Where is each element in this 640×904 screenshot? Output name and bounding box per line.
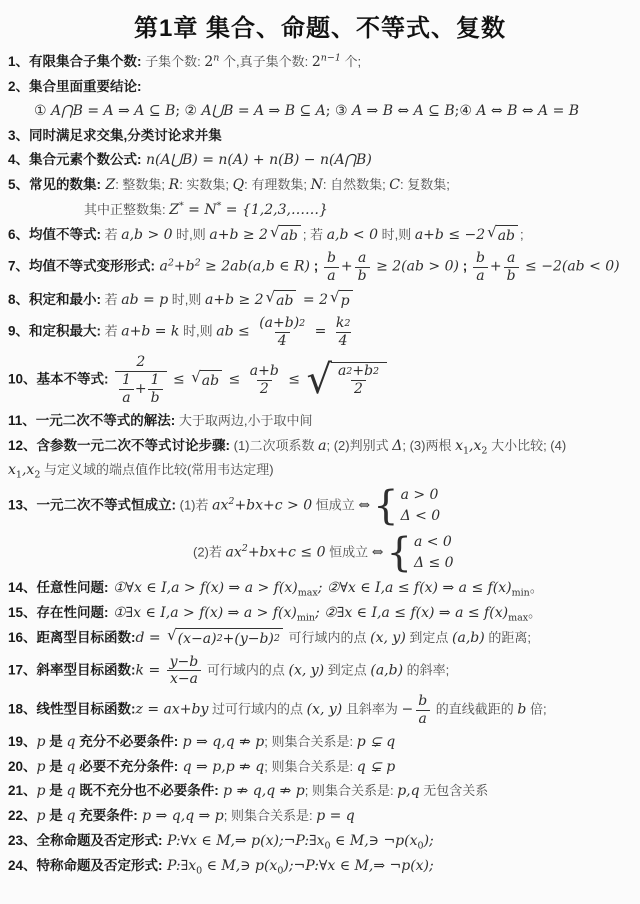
text-segment: ⇔ [358,497,371,514]
text-segment: 16、距离型目标函数: [8,629,136,645]
text-segment: 13、一元二次不等式恒成立: [8,497,177,513]
cases-row [401,506,441,527]
text-segment: 是 [45,783,67,799]
text-segment: 1、有限集合子集个数: [8,54,142,69]
text-segment: : 复数集; [400,177,450,193]
text-segment: ab [201,372,220,389]
text-segment: 其中正整数集: [84,201,170,217]
text-segment: 3、同时满足求交集,分类讨论求并集 [8,127,222,143]
text-segment: 的直线截距的 [432,701,518,717]
text-segment: a+b ≤ −2 [414,226,486,243]
text-segment: ; ②∃x ∈ I,a ≤ f(x) ⇒ a ≤ f(x) [315,605,509,622]
text-segment: 0 [417,840,424,852]
fraction [247,363,282,398]
text-segment: ; 则集合关系是: [264,733,357,749]
text-segment: p = q [316,808,355,825]
text-segment: x [455,437,463,454]
text-segment: ≥ 2ab(a,b ∈ R) [200,259,310,276]
cases-row [414,553,454,574]
text-segment: a [327,268,336,285]
text-segment: ; 则集合关系是: [223,808,317,824]
text-segment: a,b < 0 [326,226,378,243]
text-segment: 。 [528,605,542,621]
text-segment: = [310,324,331,341]
text-segment: +bx+c > 0 [234,497,313,514]
formula-line [8,126,632,146]
text-segment: ≥ 2(ab > 0) [371,259,459,276]
text-segment: 必要不充分条件: [75,758,179,774]
text-segment: ; [458,259,471,275]
text-segment: max [297,587,318,599]
text-segment: 无包含关系 [419,783,489,799]
text-segment: ax [225,544,242,561]
text-segment: P:∀x ∈ M,⇒ p(x);¬P:∃x [162,833,325,850]
text-segment: ; ③ [325,103,352,120]
fraction [473,250,488,285]
text-segment: 4 [277,333,287,350]
formula-line [8,222,632,246]
text-segment: (a+b) [259,315,300,332]
text-segment: (a,b) [452,629,485,646]
text-segment: 时,则 [179,324,217,340]
text-segment: 19、 [8,733,37,749]
text-segment: ab [497,227,516,244]
text-segment: ,x [21,462,35,479]
text-segment: A ⇔ B ⇔ A = B [476,103,580,120]
text-segment: (x−a) [177,630,217,647]
radical-icon: √ [306,357,332,404]
text-segment: 2 [259,381,269,398]
text-segment: (1)二次项系数 [230,437,319,453]
formula-line [8,781,632,801]
fraction: (a+b) 2 4 [259,315,306,350]
text-segment: 2 [136,354,146,371]
text-segment: ∈ M,∋ p(x [202,857,278,874]
text-segment: ; 若 [302,226,327,242]
text-segment: ab = p [121,291,169,308]
text-segment: R [168,177,180,194]
text-segment: : 有理数集; [244,177,311,193]
formula-line [8,250,632,285]
text-segment: 1 [15,470,22,482]
text-segment: A ⇒ B ⇔ A ⊆ B [351,103,455,120]
cases-system [373,483,441,530]
text-segment: : 整数集; [115,177,169,193]
text-segment: 若 [101,291,122,307]
text-segment: 充分不必要条件: [75,733,179,749]
text-segment: a [337,363,347,380]
text-segment: b [506,268,516,285]
formula-line [8,806,632,826]
text-segment: );¬P:∀x ∈ M,⇒ ¬p(x); [283,857,434,874]
formula-line [8,483,632,530]
text-segment: A⋂B = A ⇒ A ⊆ B [51,103,176,120]
text-segment: : 实数集; [179,177,233,193]
sqrt-radical [330,287,353,311]
text-segment: 2 [204,54,214,70]
text-segment: p [340,292,350,309]
text-segment: b [326,250,336,267]
formula-line [8,436,632,456]
sqrt-radical [306,357,387,404]
text-segment: 个; [340,54,362,69]
text-segment: p,q [397,783,420,800]
formula-line [8,101,632,121]
text-segment: 可行域内的点 [284,629,371,645]
formula-line [8,77,632,97]
text-segment: 14、任意性问题: [8,580,109,596]
text-segment: 1 [121,372,131,389]
radical-icon: √ [265,287,276,306]
text-segment: p [36,733,46,750]
text-segment: 1 [463,445,470,457]
text-segment: +b [352,363,374,380]
text-segment: 0 [196,865,203,877]
radical-icon: √ [487,222,497,241]
text-segment: P:∃x [162,857,197,874]
radical-icon: √ [330,287,340,306]
text-segment: 恒成立 [325,544,372,560]
text-segment: 2、集合里面重要结论: [8,78,142,94]
text-segment: 时,则 [168,291,205,307]
text-segment: a,b > 0 [121,226,173,243]
text-segment: p ⇒ q,q ⇒ p [137,808,224,825]
text-segment: d = [135,629,166,646]
text-segment: a < 0 [413,533,452,550]
text-segment: ab ≤ [216,324,255,341]
text-segment: + [134,381,147,398]
text-segment: (1)若 [176,497,213,513]
text-segment: 2 [194,257,201,269]
text-segment: ≤ [224,372,245,389]
text-segment: ab [276,292,294,309]
text-segment: a+b ≥ 2 [205,291,264,308]
formula-line [8,354,632,406]
text-segment: ① [34,103,52,120]
formula-line [8,732,632,752]
text-segment: 24、特称命题及否定形式: [8,857,163,873]
formula-line [8,287,632,311]
text-segment: Z [101,177,116,194]
text-segment: 个,真子集个数: [219,54,312,69]
sqrt-radical [265,287,297,311]
text-segment: 2 [167,257,174,269]
formula-line [8,460,632,480]
text-segment: 是 [45,808,67,824]
text-segment: 且斜率为 [342,701,402,717]
text-segment: 既不充分也不必要条件: [75,783,219,799]
fraction [167,654,202,689]
text-segment: (x, y) [306,701,343,718]
formula-line [8,856,632,876]
text-segment: max [508,612,529,624]
text-segment: 2 [241,542,248,554]
text-segment: Δ [392,437,403,454]
text-segment: 大于取两边,小于取中间 [175,413,313,429]
sqrt-radical [269,222,301,246]
text-segment: a > 0 [400,487,439,504]
text-segment: 17、斜率型目标函数: [8,662,136,678]
text-segment: b [150,390,160,407]
text-segment: y−b [169,653,199,670]
text-segment: 21、 [8,783,37,799]
text-segment: ; 则集合关系是: [304,783,398,799]
fraction [504,250,519,285]
text-segment: +(y−b) [222,630,274,647]
text-segment: n [213,52,220,64]
text-segment: a [122,390,131,407]
chapter-title: 第1章 集合、命题、不等式、复数 [133,15,506,42]
formula-line [8,315,632,350]
text-segment: 23、全称命题及否定形式: [8,833,163,849]
text-segment: ab [280,227,298,244]
text-segment: ; [520,226,524,242]
formula-line [8,529,632,576]
text-segment: p ⊊ q [356,733,396,750]
text-segment: a [476,268,485,285]
text-segment: ≤ [168,372,190,389]
text-segment [109,372,113,388]
text-segment: a [506,250,516,267]
cases-row [414,532,454,553]
text-segment: 若 [101,324,122,340]
text-segment: a+b [249,363,279,380]
text-segment: 是 [45,733,67,749]
text-segment: a+b = k [121,324,180,341]
text-segment: x [8,462,16,479]
text-segment: p ⇒ q,q ⇏ p [178,733,265,750]
text-segment: 4、集合元素个数公式: [8,152,142,168]
text-segment: Δ < 0 [400,508,441,525]
fraction [115,354,167,406]
formula-line [8,578,632,598]
text-segment: x−a [169,671,198,688]
text-segment: 1 [150,372,160,389]
formula-line [8,831,632,851]
text-segment: b [357,268,367,285]
text-segment: Q [232,177,245,194]
fraction [119,372,134,407]
text-segment: ≤ −2(ab < 0) [520,259,620,276]
document-body [8,52,632,876]
brace-icon: { [386,529,412,576]
text-segment: q ⇒ p,p ⇏ q [178,758,265,775]
text-segment: p [36,758,46,775]
formula-line [8,654,632,689]
text-segment: 22、 [8,808,37,824]
text-segment: 可行域内的点 [203,662,289,678]
text-segment: b [418,692,428,709]
text-segment: ①∀x ∈ I,a > f(x) ⇒ a > f(x) [108,580,298,597]
formula-line [8,175,632,195]
text-segment: N [310,177,323,194]
text-segment: (x, y) [288,662,325,679]
text-segment: 11、一元二次不等式的解法: [8,413,176,429]
text-segment: ; 则集合关系是: [264,758,357,774]
text-segment: q ⊊ p [356,758,396,775]
sqrt-radical: √ (x−a) 2 +(y−b) 2 [167,628,283,649]
formula-line [8,603,632,623]
cases-system [386,529,454,576]
text-segment: ⇔ [371,544,384,561]
text-segment: ≤ [283,372,305,389]
formula-line [8,757,632,777]
formula-line [8,693,632,728]
text-segment: a [318,437,327,454]
text-segment: = N [183,201,217,218]
formula-line [8,150,632,170]
text-segment: 过可行域内的点 [208,701,307,717]
text-segment: min [511,587,530,599]
text-segment: ; ② [175,103,202,120]
sqrt-radical [191,367,222,391]
text-segment: b [475,250,485,267]
radical-icon: √ [167,625,177,644]
text-segment: 的斜率; [403,662,450,678]
text-segment: A⋃B = A ⇒ B ⊆ A [201,103,326,120]
text-segment: 若 [101,226,122,242]
text-segment: 恒成立 [312,497,359,513]
text-segment: 2 [354,381,363,398]
text-segment: = 2 [298,291,328,308]
text-segment: 到定点 [324,662,371,678]
text-segment: (a,b) [370,662,404,679]
fraction [148,372,163,407]
text-segment: 2 [228,496,235,508]
text-segment: C [389,177,401,194]
text-segment: 时,则 [377,226,415,242]
text-segment: − [401,701,414,718]
formula-line [8,411,632,431]
text-segment: k [335,315,345,332]
text-segment: (x, y) [370,629,406,646]
text-segment: * [178,200,184,212]
text-segment: ;④ [454,103,477,120]
text-segment: q [66,733,76,750]
text-segment: 0 [277,865,284,877]
radical-icon: √ [269,222,280,241]
text-segment: b [517,701,527,718]
text-segment: q [66,808,76,825]
text-segment: (2)若 [193,544,226,560]
text-segment: * [216,200,222,212]
text-segment: : 自然数集; [322,177,390,193]
brace-icon: { [373,483,399,530]
text-segment: a [357,250,367,267]
text-segment: p ⇏ q,q ⇏ p [218,783,305,800]
text-segment: n−1 [320,52,341,64]
text-segment: + [489,259,502,276]
formula-line [8,625,632,649]
text-segment: 0 [324,840,331,852]
cases-row [401,485,441,506]
text-segment: min [296,612,316,624]
text-segment: 倍; [526,701,547,717]
text-segment: n(A⋃B) = n(A) + n(B) − n(A⋂B) [141,152,372,169]
text-segment: ①∃x ∈ I,a > f(x) ⇒ a > f(x) [108,605,297,622]
text-segment: q [66,758,76,775]
text-segment: p [36,783,46,800]
fraction [355,250,370,285]
formula-line [8,52,632,72]
fraction: k 2 4 [335,315,351,350]
text-segment: 4 [338,333,348,350]
text-segment: 7、均值不等式变形形式: [8,259,156,275]
text-segment: a [155,259,168,276]
text-segment: 5、常见的数集: [8,177,102,193]
text-segment: ; ②∀x ∈ I,a ≤ f(x) ⇒ a ≤ f(x) [317,580,512,597]
text-segment: k = [135,662,165,679]
text-segment: Δ ≤ 0 [413,554,454,571]
text-segment: ; (3)两根 [402,437,456,453]
text-segment: a [418,710,427,727]
text-segment: z = ax+by [135,701,209,718]
text-segment: 9、和定积最大: [8,324,102,340]
text-segment: Z [169,201,179,218]
text-segment: 2 [311,54,321,70]
fraction: a 2 +b 2 2 [337,363,380,398]
text-segment: +b [173,259,195,276]
text-segment: 的距离; [484,629,531,645]
text-segment: 20、 [8,758,37,774]
text-segment: 。 [529,580,543,596]
text-segment: 12、含参数一元二次不等式讨论步骤: [8,437,231,453]
formula-line [8,200,632,220]
radical-icon: √ [191,367,201,386]
text-segment: ; (2)判别式 [326,437,393,453]
text-segment: ); [423,833,434,850]
text-segment: ∈ M,∋ ¬p(x [330,833,418,850]
text-segment: 15、存在性问题: [8,605,109,621]
text-segment: +bx+c ≤ 0 [247,544,326,561]
text-segment: 18、线性型目标函数: [8,701,136,717]
text-segment: 到定点 [405,629,453,645]
sqrt-radical [487,222,518,246]
text-segment: + [340,259,353,276]
text-segment: ax [212,497,229,514]
text-segment: 2 [34,470,41,482]
text-segment: 与定义域的端点值作比较(常用韦达定理) [40,462,274,478]
text-segment: = {1,2,3,……} [221,201,328,218]
text-segment: 充要条件: [75,808,138,824]
text-segment: 2 [481,445,488,457]
text-segment: ; [309,259,322,275]
text-segment: ,x [469,437,482,454]
fraction [415,693,430,728]
text-segment: 6、均值不等式: [8,226,102,242]
text-segment: 子集个数: [141,54,205,69]
text-segment: 时,则 [172,226,210,242]
text-segment: 大小比较; (4) [487,437,567,453]
text-segment: q [66,783,76,800]
fraction [324,250,339,285]
text-segment: a+b ≥ 2 [209,226,268,243]
text-segment: p [36,808,46,825]
text-segment: 8、积定和最小: [8,291,102,307]
text-segment: 10、基本不等式: [8,372,109,388]
text-segment: 是 [45,758,67,774]
